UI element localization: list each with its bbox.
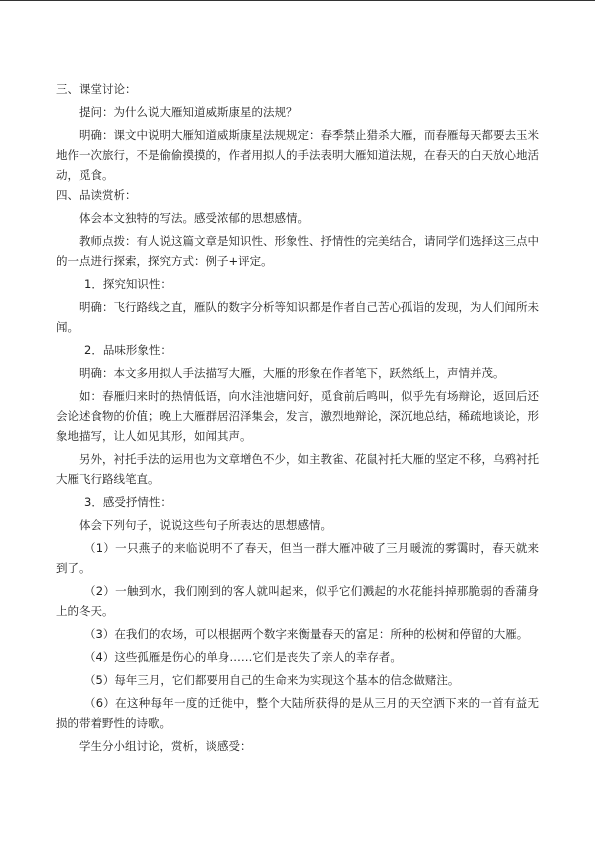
sentence-item-1: （1）一只燕子的来临说明不了春天，但当一群大雁冲破了三月暖流的雾霭时，春天就来到了。 xyxy=(56,541,539,575)
document-body xyxy=(56,79,539,756)
paragraph-knowledge-answer: 明确：飞行路线之直，雁队的数字分析等知识都是作者自己苦心孤诣的发现，为人们闻所未闻。 xyxy=(56,300,539,334)
paragraph-group-discussion: 学生分小组讨论，赏析，谈感受： xyxy=(79,739,252,753)
paragraph-contrast-technique: 另外，衬托手法的运用也为文章增色不少，如主教雀、花鼠衬托大雁的坚定不移，乌鸦衬托大雁飞行路线笔直。 xyxy=(56,452,539,486)
paragraph-intro: 体会本文独特的写法。感受浓郁的思想感情。 xyxy=(79,211,309,225)
paragraph-imagery-example: 如：春雁归来时的热情低语，向水洼池塘问好，觅食前后鸣叫，似乎先有场辩论，返回后还会论述食物的价值；晚上大雁群居沼泽集会，发言，激烈地辩论，深沉地总结，稀疏地谈论，形象地描写，让人如见其形，如闻其声。 xyxy=(56,389,539,443)
paragraph-answer: 明确：课文中说明大雁知道威斯康星法规规定：春季禁止猎杀大雁，而春雁每天都要去玉米地作一次旅行，不是偷偷摸摸的，作者用拟人的手法表明大雁知道法规，在春天的白天放心地活动，觅食。 xyxy=(56,128,539,182)
subheading-knowledge: 1．探究知识性： xyxy=(84,277,172,291)
subheading-imagery: 2．品味形象性： xyxy=(84,343,172,357)
section-heading-appreciation: 四、品读赏析： xyxy=(56,188,137,202)
sentence-item-4: （4）这些孤雁是伤心的单身……它们是丧失了亲人的幸存者。 xyxy=(84,650,402,664)
page-top-border xyxy=(0,0,595,1)
sentence-item-3: （3）在我们的农场，可以根据两个数字来衡量春天的富足：所种的松树和停留的大雁。 xyxy=(84,627,529,641)
subheading-lyricism: 3．感受抒情性： xyxy=(84,495,172,509)
paragraph-question: 提问：为什么说大雁知道威斯康星的法规？ xyxy=(79,105,298,119)
sentence-item-6: （6）在这种每年一度的迁徙中，整个大陆所获得的是从三月的天空洒下来的一首有益无损的带着野性的诗歌。 xyxy=(56,696,539,730)
paragraph-lyricism-prompt: 体会下列句子，说说这些句子所表达的思想感情。 xyxy=(79,518,332,532)
section-heading-discussion: 三、课堂讨论： xyxy=(56,82,137,96)
paragraph-imagery-answer: 明确：本文多用拟人手法描写大雁，大雁的形象在作者笔下，跃然纸上，声情并茂。 xyxy=(79,366,505,380)
sentence-item-2: （2）一触到水，我们刚到的客人就叫起来，似乎它们溅起的水花能抖掉那脆弱的香蒲身上的冬天。 xyxy=(56,584,539,618)
sentence-item-5: （5）每年三月，它们都要用自己的生命来为实现这个基本的信念做赌注。 xyxy=(84,673,460,687)
paragraph-teacher-guidance: 教师点拨：有人说这篇文章是知识性、形象性、抒情性的完美结合，请同学们选择这三点中的一点进行探索，探究方式：例子+评定。 xyxy=(56,234,539,268)
